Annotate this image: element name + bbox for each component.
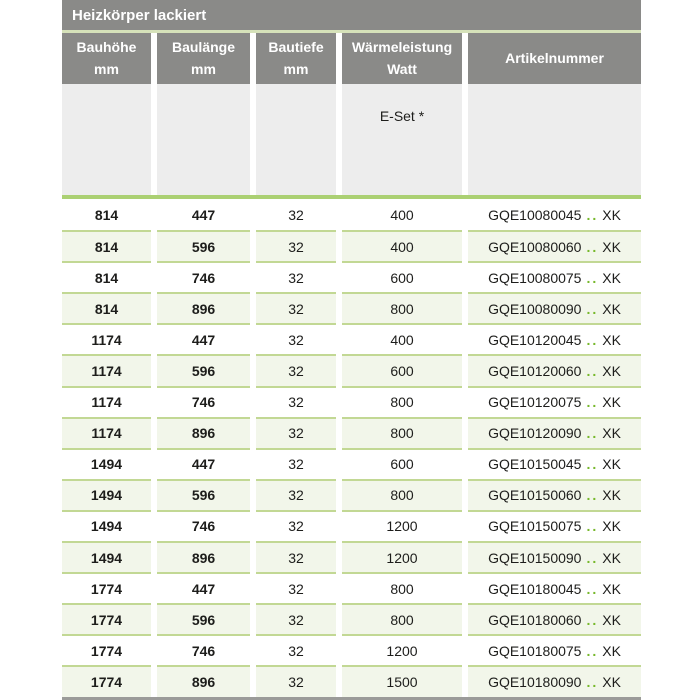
- table-row: [62, 603, 641, 634]
- cell-bautiefe: 32: [256, 479, 336, 510]
- cell-bauhoehe: 1174: [62, 386, 151, 417]
- column-unit: mm: [191, 60, 216, 77]
- table-row: [62, 386, 641, 417]
- cell-artikelnummer: [468, 261, 641, 292]
- article-number: GQE10120090: [488, 425, 582, 442]
- article-dots: ..: [586, 300, 599, 317]
- table-row: [62, 541, 641, 572]
- cell-baulaenge: 746: [157, 386, 250, 417]
- column-label: Baulänge: [171, 38, 235, 55]
- column-unit: mm: [94, 60, 119, 77]
- cell-bautiefe: 32: [256, 634, 336, 665]
- column-header-baulaenge: [157, 33, 250, 84]
- cell-artikelnummer: [468, 386, 641, 417]
- eset-label: E-Set *: [379, 108, 425, 124]
- article-number: GQE10150060: [488, 487, 582, 504]
- article-number: GQE10150045: [488, 456, 582, 473]
- article-suffix: XK: [602, 611, 621, 628]
- cell-bautiefe: 32: [256, 230, 336, 261]
- cell-bautiefe: 32: [256, 603, 336, 634]
- cell-artikelnummer: [468, 572, 641, 603]
- cell-baulaenge: 896: [157, 541, 250, 572]
- cell-artikelnummer: [468, 199, 641, 230]
- cell-waermeleistung: 800: [342, 386, 462, 417]
- cell-bautiefe: 32: [256, 417, 336, 448]
- cell-waermeleistung: 600: [342, 448, 462, 479]
- cell-artikelnummer: [468, 292, 641, 323]
- table-row: [62, 261, 641, 292]
- subheader-cell-artikelnummer: [468, 84, 641, 195]
- subheader-cell-baulaenge: [157, 84, 250, 195]
- cell-bautiefe: 32: [256, 323, 336, 354]
- table-row: [62, 354, 641, 385]
- cell-bautiefe: 32: [256, 199, 336, 230]
- article-number: GQE10180075: [488, 642, 582, 659]
- article-suffix: XK: [602, 363, 621, 380]
- article-suffix: XK: [602, 456, 621, 473]
- article-number: GQE10150090: [488, 549, 582, 566]
- cell-bauhoehe: 1174: [62, 417, 151, 448]
- column-unit: Watt: [387, 60, 417, 77]
- article-dots: ..: [586, 238, 599, 255]
- table-subheader-row: [62, 84, 641, 195]
- article-suffix: XK: [602, 238, 621, 255]
- table-body: [62, 199, 641, 697]
- table-row: [62, 448, 641, 479]
- table-bottom-line: [62, 697, 641, 700]
- cell-waermeleistung: 800: [342, 603, 462, 634]
- cell-bauhoehe: 1494: [62, 448, 151, 479]
- table-header-row: [62, 33, 641, 84]
- article-suffix: XK: [602, 673, 621, 690]
- cell-bautiefe: 32: [256, 448, 336, 479]
- column-label: Artikelnummer: [505, 49, 604, 66]
- article-dots: ..: [586, 456, 599, 473]
- cell-bauhoehe: 814: [62, 292, 151, 323]
- article-dots: ..: [586, 269, 599, 286]
- subheader-cell-bautiefe: [256, 84, 336, 195]
- cell-waermeleistung: 400: [342, 323, 462, 354]
- cell-bauhoehe: 814: [62, 261, 151, 292]
- cell-baulaenge: 447: [157, 572, 250, 603]
- article-suffix: XK: [602, 642, 621, 659]
- article-number: GQE10120060: [488, 363, 582, 380]
- cell-waermeleistung: 400: [342, 230, 462, 261]
- article-dots: ..: [586, 580, 599, 597]
- cell-artikelnummer: [468, 417, 641, 448]
- cell-bauhoehe: 1774: [62, 603, 151, 634]
- cell-bautiefe: 32: [256, 541, 336, 572]
- cell-bauhoehe: 1774: [62, 572, 151, 603]
- article-dots: ..: [586, 425, 599, 442]
- article-suffix: XK: [602, 518, 621, 535]
- table-row: [62, 572, 641, 603]
- table-row: [62, 665, 641, 696]
- article-dots: ..: [586, 394, 599, 411]
- article-suffix: XK: [602, 394, 621, 411]
- table-row: [62, 323, 641, 354]
- column-header-artikelnummer: [468, 33, 641, 84]
- article-number: GQE10120045: [488, 331, 582, 348]
- cell-baulaenge: 596: [157, 479, 250, 510]
- article-dots: ..: [586, 206, 599, 223]
- cell-bauhoehe: 1494: [62, 510, 151, 541]
- cell-waermeleistung: 800: [342, 572, 462, 603]
- subheader-cell-bauhoehe: [62, 84, 151, 195]
- cell-bauhoehe: 814: [62, 230, 151, 261]
- article-dots: ..: [586, 331, 599, 348]
- cell-baulaenge: 896: [157, 417, 250, 448]
- cell-waermeleistung: 800: [342, 292, 462, 323]
- article-suffix: XK: [602, 580, 621, 597]
- article-number: GQE10080090: [488, 300, 582, 317]
- article-suffix: XK: [602, 269, 621, 286]
- table-title: [62, 0, 641, 30]
- cell-waermeleistung: 800: [342, 417, 462, 448]
- article-dots: ..: [586, 673, 599, 690]
- cell-waermeleistung: 1500: [342, 665, 462, 696]
- table-row: [62, 292, 641, 323]
- cell-bautiefe: 32: [256, 386, 336, 417]
- cell-baulaenge: 896: [157, 292, 250, 323]
- article-suffix: XK: [602, 331, 621, 348]
- column-unit: mm: [283, 60, 309, 77]
- cell-bauhoehe: 1774: [62, 665, 151, 696]
- article-number: GQE10180090: [488, 673, 582, 690]
- article-number: GQE10180060: [488, 611, 582, 628]
- cell-bautiefe: 32: [256, 354, 336, 385]
- cell-bauhoehe: 1494: [62, 541, 151, 572]
- cell-baulaenge: 447: [157, 323, 250, 354]
- article-dots: ..: [586, 549, 599, 566]
- article-suffix: XK: [602, 549, 621, 566]
- article-number: GQE10150075: [488, 518, 582, 535]
- article-suffix: XK: [602, 206, 621, 223]
- product-table: [62, 0, 641, 700]
- table-row: [62, 199, 641, 230]
- cell-baulaenge: 746: [157, 261, 250, 292]
- article-dots: ..: [586, 611, 599, 628]
- cell-bautiefe: 32: [256, 665, 336, 696]
- column-label: Bauhöhe: [76, 38, 137, 55]
- cell-waermeleistung: 600: [342, 261, 462, 292]
- column-header-bautiefe: [256, 33, 336, 84]
- cell-artikelnummer: [468, 479, 641, 510]
- cell-artikelnummer: [468, 510, 641, 541]
- cell-baulaenge: 596: [157, 603, 250, 634]
- cell-artikelnummer: [468, 665, 641, 696]
- table-row: [62, 230, 641, 261]
- cell-baulaenge: 596: [157, 230, 250, 261]
- column-label: Wärmeleistung: [351, 38, 453, 55]
- article-number: GQE10080060: [488, 238, 582, 255]
- table-row: [62, 417, 641, 448]
- cell-artikelnummer: [468, 448, 641, 479]
- cell-bauhoehe: 1174: [62, 354, 151, 385]
- cell-baulaenge: 746: [157, 510, 250, 541]
- cell-bauhoehe: 1174: [62, 323, 151, 354]
- table-row: [62, 510, 641, 541]
- article-suffix: XK: [602, 425, 621, 442]
- cell-waermeleistung: 400: [342, 199, 462, 230]
- subheader-cell-eset: [342, 84, 462, 195]
- column-header-bauhoehe: [62, 33, 151, 84]
- article-number: GQE10180045: [488, 580, 582, 597]
- article-dots: ..: [586, 363, 599, 380]
- cell-bautiefe: 32: [256, 510, 336, 541]
- article-suffix: XK: [602, 487, 621, 504]
- cell-bauhoehe: 1774: [62, 634, 151, 665]
- table-row: [62, 634, 641, 665]
- article-number: GQE10080075: [488, 269, 582, 286]
- cell-bautiefe: 32: [256, 292, 336, 323]
- column-label: Bautiefe: [268, 38, 324, 55]
- cell-waermeleistung: 1200: [342, 510, 462, 541]
- article-dots: ..: [586, 642, 599, 659]
- cell-bauhoehe: 1494: [62, 479, 151, 510]
- cell-artikelnummer: [468, 603, 641, 634]
- cell-baulaenge: 596: [157, 354, 250, 385]
- article-number: GQE10120075: [488, 394, 582, 411]
- column-header-waermeleistung: [342, 33, 462, 84]
- cell-artikelnummer: [468, 323, 641, 354]
- cell-baulaenge: 896: [157, 665, 250, 696]
- cell-baulaenge: 746: [157, 634, 250, 665]
- cell-artikelnummer: [468, 230, 641, 261]
- cell-waermeleistung: 1200: [342, 634, 462, 665]
- cell-artikelnummer: [468, 354, 641, 385]
- cell-waermeleistung: 1200: [342, 541, 462, 572]
- table-title-text: Heizkörper lackiert: [72, 6, 207, 24]
- cell-artikelnummer: [468, 541, 641, 572]
- article-number: GQE10080045: [488, 206, 582, 223]
- cell-baulaenge: 447: [157, 199, 250, 230]
- cell-bautiefe: 32: [256, 261, 336, 292]
- cell-waermeleistung: 600: [342, 354, 462, 385]
- article-dots: ..: [586, 487, 599, 504]
- cell-waermeleistung: 800: [342, 479, 462, 510]
- cell-baulaenge: 447: [157, 448, 250, 479]
- article-suffix: XK: [602, 300, 621, 317]
- table-row: [62, 479, 641, 510]
- article-dots: ..: [586, 518, 599, 535]
- cell-bauhoehe: 814: [62, 199, 151, 230]
- cell-artikelnummer: [468, 634, 641, 665]
- cell-bautiefe: 32: [256, 572, 336, 603]
